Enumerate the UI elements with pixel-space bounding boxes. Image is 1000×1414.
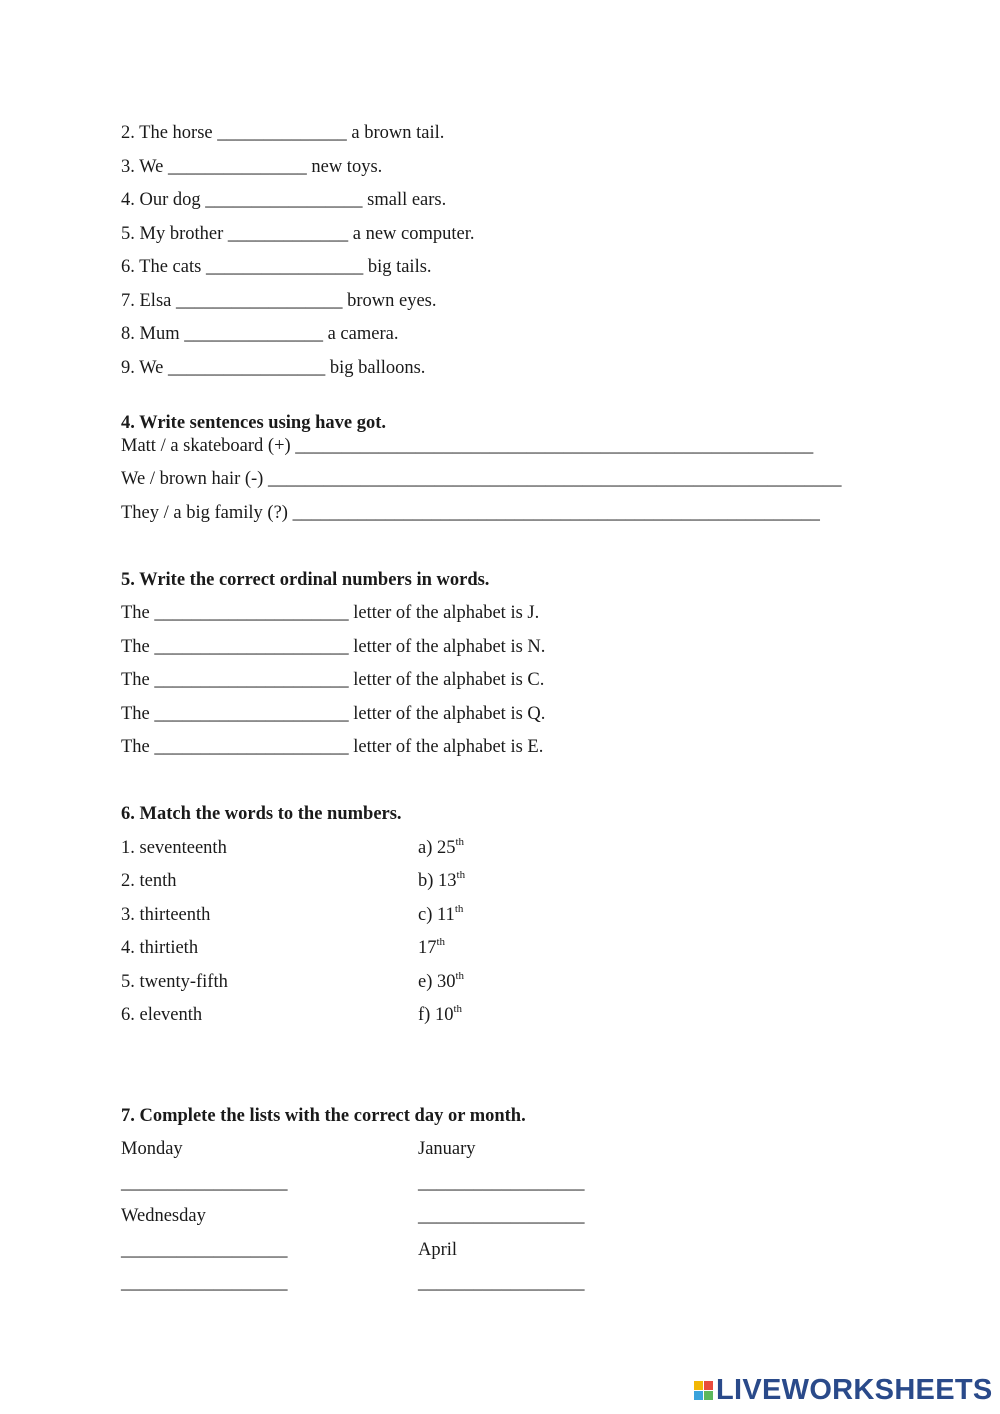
exercise-5-item: The _____________________ letter of the alphabet is N. <box>121 637 546 657</box>
day-item: Monday <box>121 1139 183 1159</box>
exercise-3-item: 5. My brother _____________ a new computer. <box>121 224 475 244</box>
exercise-5-title: 5. Write the correct ordinal numbers in words. <box>121 570 490 590</box>
match-number: a) 25th <box>418 835 465 858</box>
exercise-4-item: They / a big family (?) _________________________________________________________ <box>121 503 820 523</box>
exercise-5-item: The _____________________ letter of the alphabet is J. <box>121 603 540 623</box>
match-number: 17th <box>418 935 446 958</box>
match-number: c) 11th <box>418 902 464 925</box>
month-blank: __________________ <box>418 1206 585 1226</box>
exercise-3-item: 2. The horse ______________ a brown tail. <box>121 123 445 143</box>
match-word: 3. thirteenth <box>121 905 211 925</box>
match-word: 4. thirtieth <box>121 938 199 958</box>
exercise-3-item: 8. Mum _______________ a camera. <box>121 324 399 344</box>
month-item: April <box>418 1240 458 1260</box>
logo-mark-icon <box>694 1381 713 1400</box>
match-word: 1. seventeenth <box>121 838 227 858</box>
month-item: January <box>418 1139 476 1159</box>
exercise-7-title: 7. Complete the lists with the correct day or month. <box>121 1106 526 1126</box>
month-blank: __________________ <box>418 1273 585 1293</box>
exercise-3-item: 4. Our dog _________________ small ears. <box>121 190 447 210</box>
brand-name: LIVEWORKSHEETS <box>716 1373 993 1406</box>
day-blank: __________________ <box>121 1273 288 1293</box>
match-word: 5. twenty-fifth <box>121 972 228 992</box>
exercise-3-item: 7. Elsa __________________ brown eyes. <box>121 291 437 311</box>
exercise-3-item: 6. The cats _________________ big tails. <box>121 257 432 277</box>
exercise-5-item: The _____________________ letter of the alphabet is Q. <box>121 704 546 724</box>
exercise-4-title: 4. Write sentences using have got. <box>121 413 386 433</box>
match-number: b) 13th <box>418 868 466 891</box>
exercise-4-item: We / brown hair (-) ______________________________________________________________ <box>121 469 842 489</box>
match-number: f) 10th <box>418 1002 463 1025</box>
exercise-5-item: The _____________________ letter of the alphabet is C. <box>121 670 545 690</box>
match-word: 6. eleventh <box>121 1005 203 1025</box>
exercise-3-item: 9. We _________________ big balloons. <box>121 358 426 378</box>
match-word: 2. tenth <box>121 871 177 891</box>
exercise-3-item: 3. We _______________ new toys. <box>121 157 383 177</box>
day-item: Wednesday <box>121 1206 206 1226</box>
match-number: e) 30th <box>418 969 465 992</box>
exercise-6-title: 6. Match the words to the numbers. <box>121 804 402 824</box>
day-blank: __________________ <box>121 1173 288 1193</box>
month-blank: __________________ <box>418 1173 585 1193</box>
day-blank: __________________ <box>121 1240 288 1260</box>
exercise-4-item: Matt / a skateboard (+) ________________________________________________________ <box>121 436 814 456</box>
exercise-5-item: The _____________________ letter of the alphabet is E. <box>121 737 544 757</box>
liveworksheets-logo <box>694 1373 993 1407</box>
